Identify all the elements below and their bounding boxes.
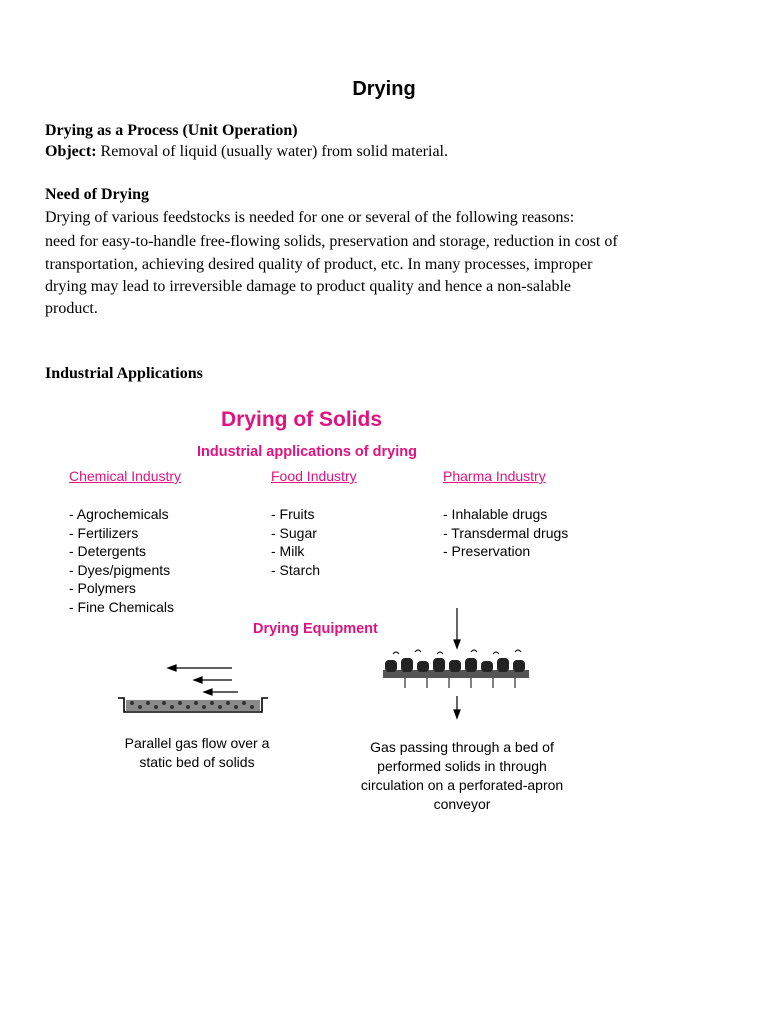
need-paragraph-line: Drying of various feedstocks is needed for one or several of the following reasons:	[45, 209, 575, 226]
through-circulation-dryer-diagram	[375, 604, 545, 726]
need-paragraph-line: need for easy-to-handle free-flowing solids, preservation and storage, reduction in cost of	[45, 233, 618, 250]
list-item: - Milk	[271, 543, 305, 559]
pharma-industry-heading: Pharma Industry	[443, 468, 546, 484]
list-item: - Dyes/pigments	[69, 561, 171, 578]
caption-line: Gas passing through a bed of	[370, 739, 554, 755]
need-paragraph-line: transportation, achieving desired quality of product, etc. In many processes, improper	[45, 256, 593, 273]
caption-line: circulation on a perforated-apron	[360, 777, 564, 793]
object-text: Removal of liquid (usually water) from solid material.	[96, 143, 448, 160]
chemical-industry-heading: Chemical Industry	[69, 468, 182, 484]
parallel-flow-dryer-diagram	[110, 660, 280, 722]
object-label: Object:	[45, 143, 97, 160]
intro-heading: Drying as a Process (Unit Operation)	[45, 122, 298, 139]
list-item: - Transdermal drugs	[443, 524, 569, 541]
list-item: - Fine Chemicals	[69, 598, 175, 615]
list-item: - Inhalable drugs	[443, 506, 548, 522]
figure-title: Drying of Solids	[221, 408, 383, 431]
list-item: - Agrochemicals	[69, 506, 169, 522]
parallel-flow-caption	[114, 734, 280, 772]
caption-line: Parallel gas flow over a	[124, 735, 270, 751]
caption-line: conveyor	[433, 796, 491, 812]
document-title: Drying	[352, 78, 416, 100]
list-item: - Preservation	[443, 543, 531, 559]
list-item: - Starch	[271, 561, 321, 578]
object-line	[45, 142, 448, 162]
figure-subtitle: Industrial applications of drying	[197, 444, 417, 460]
list-item: - Sugar	[271, 524, 317, 541]
food-industry-heading: Food Industry	[271, 468, 357, 484]
need-heading: Need of Drying	[45, 186, 149, 203]
list-item: - Fertilizers	[69, 524, 139, 541]
through-circulation-caption	[350, 738, 574, 814]
need-paragraph-line: product.	[45, 300, 98, 317]
list-item: - Detergents	[69, 543, 147, 559]
caption-line: static bed of solids	[139, 754, 255, 770]
list-item: - Fruits	[271, 506, 315, 522]
food-industry-list	[271, 505, 320, 579]
chemical-industry-list	[69, 505, 174, 616]
caption-line: performed solids in through	[377, 758, 547, 774]
drying-equipment-title: Drying Equipment	[253, 621, 378, 637]
applications-heading: Industrial Applications	[45, 365, 203, 382]
pharma-industry-list	[443, 505, 568, 561]
list-item: - Polymers	[69, 580, 136, 596]
need-paragraph-line: drying may lead to irreversible damage to product quality and hence a non-salable	[45, 278, 572, 295]
